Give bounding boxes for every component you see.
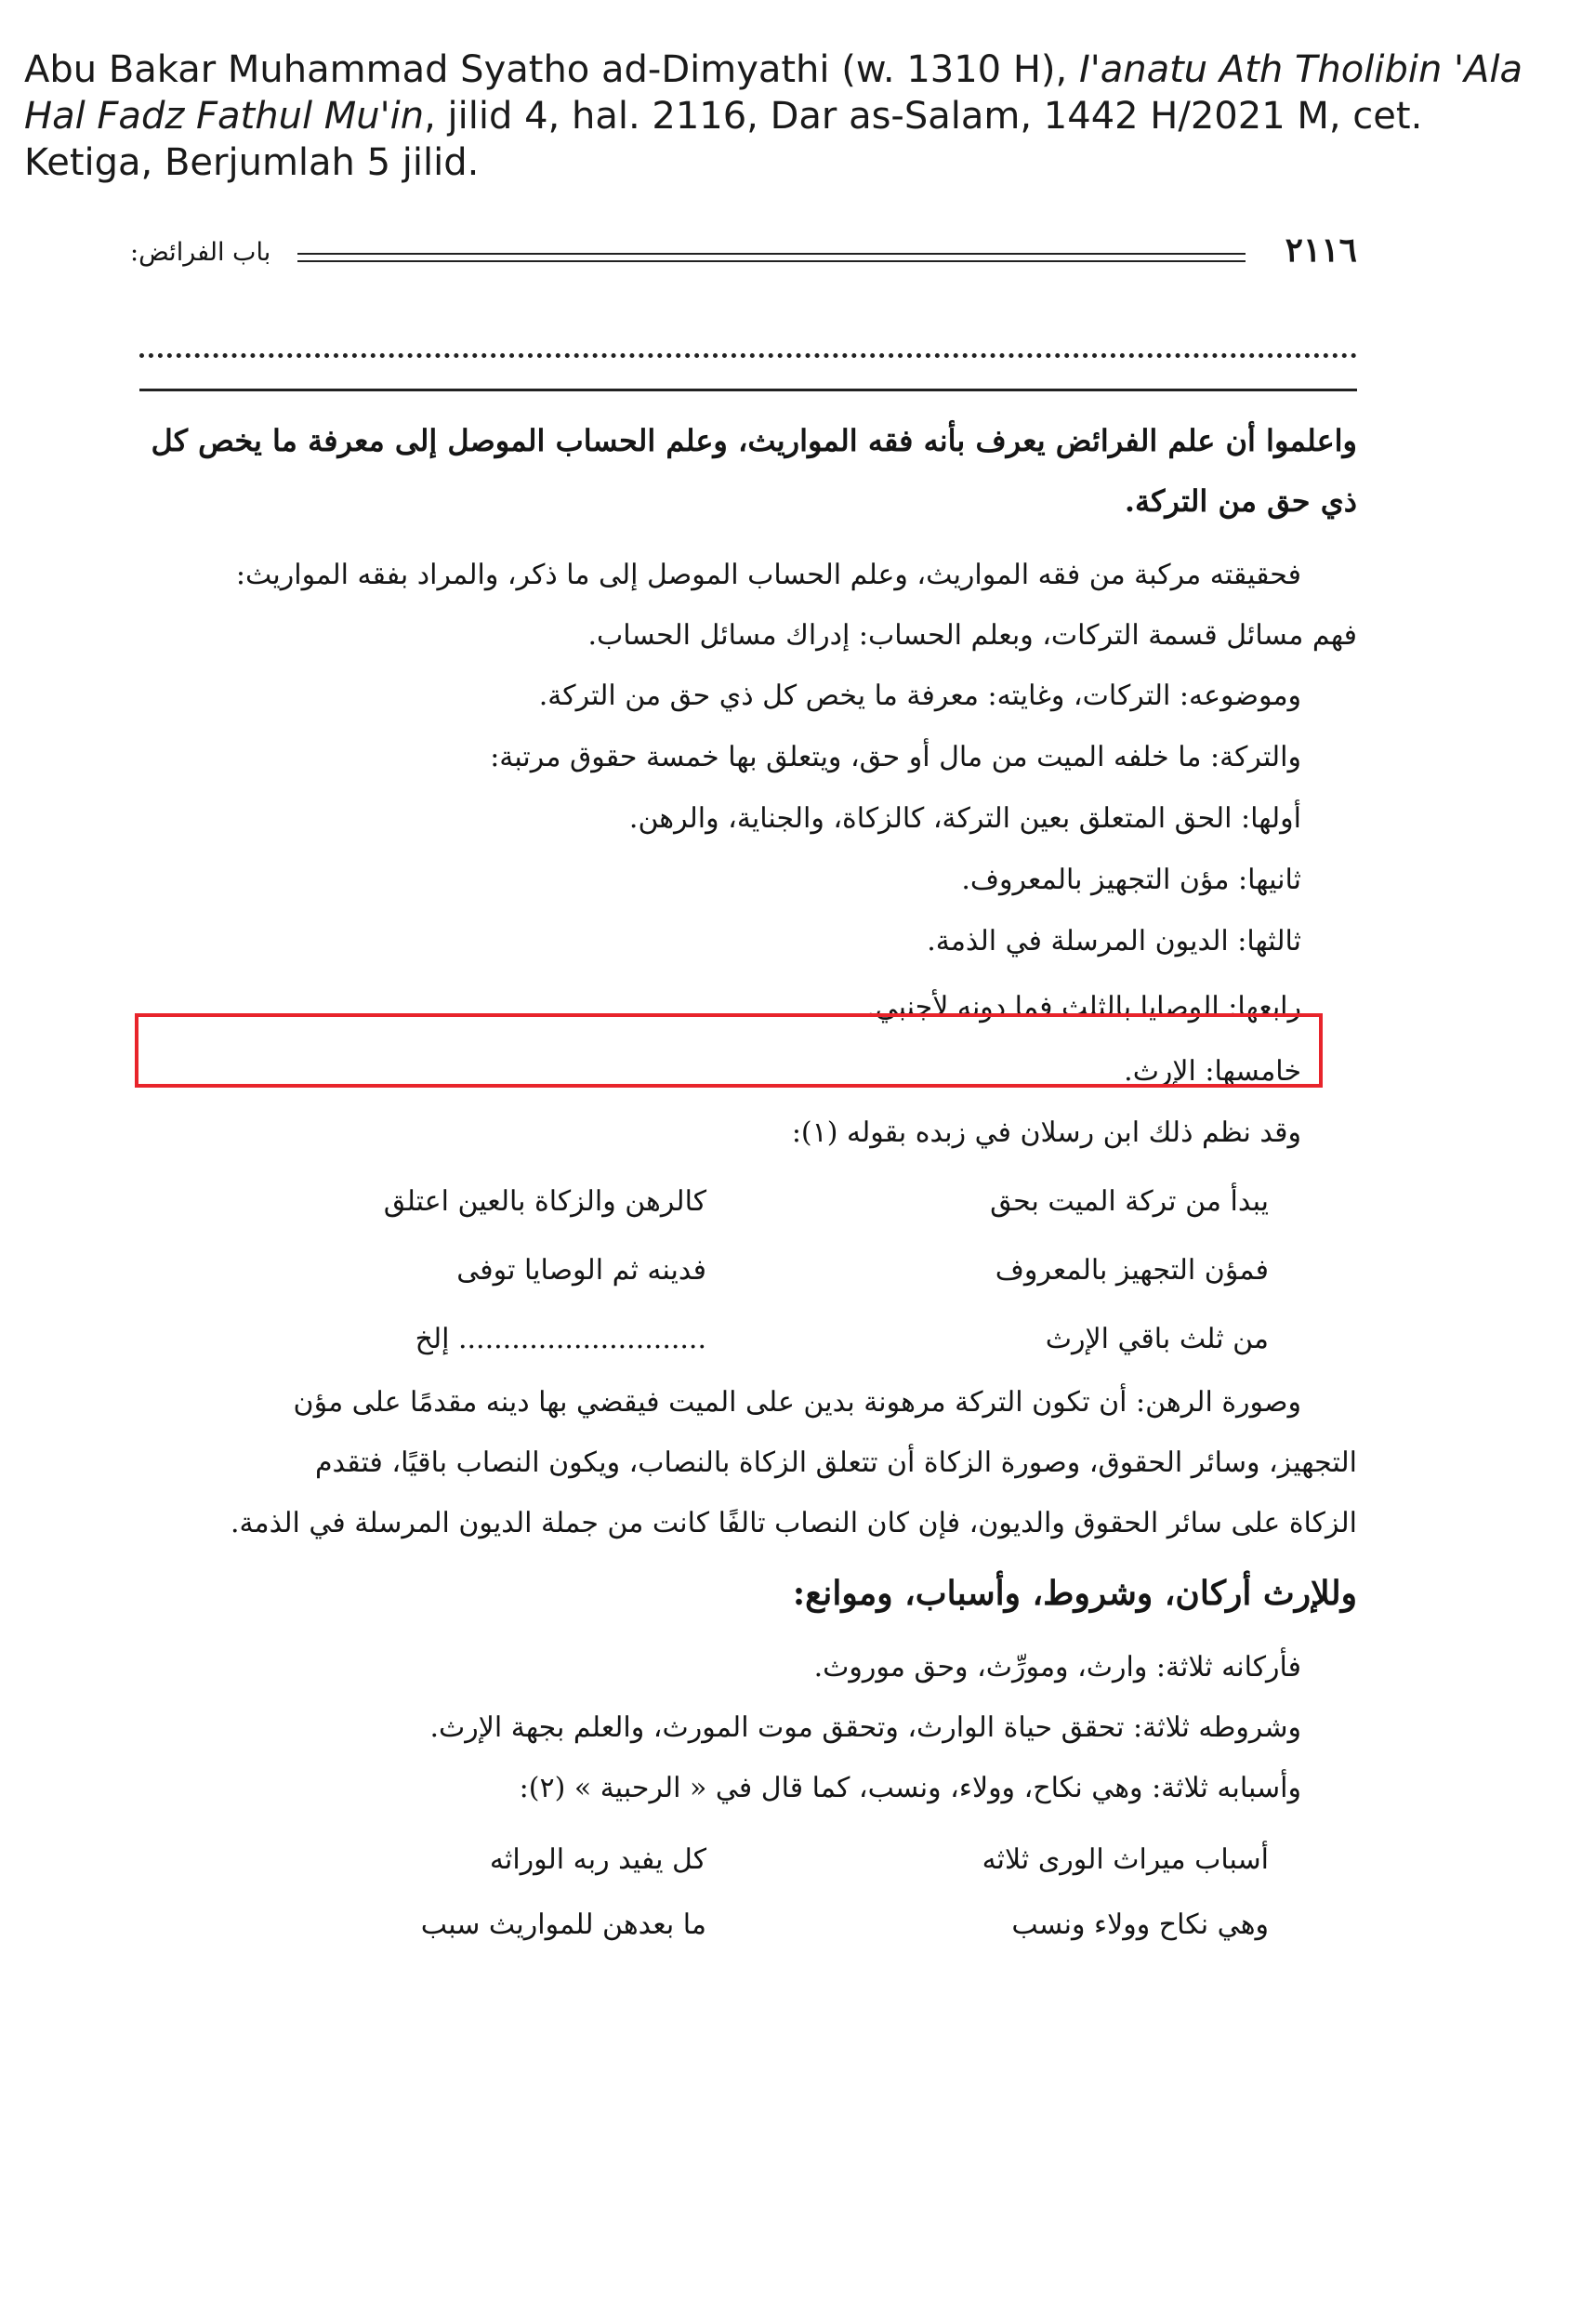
header-rule (297, 253, 1246, 255)
text-line: فحقيقته مركبة من فقه المواريث، وعلم الحساب الموصل إلى ما ذكر، والمراد بفقه المواريث: (235, 559, 1301, 591)
verse-line (130, 1240, 1357, 1301)
dotted-separator (139, 353, 1357, 358)
text-line: خامسها: الإرث. (1124, 1055, 1301, 1088)
verse-hemistich: أسباب ميراث الورى ثلاثه (982, 1843, 1269, 1876)
verse-hemistich: ............................ إلخ (415, 1323, 706, 1355)
verse-hemistich: وهي نكاح وولاء ونسب (1011, 1908, 1269, 1941)
text-line: فهم مسائل قسمة التركات، وبعلم الحساب: إدراك مسائل الحساب. (587, 619, 1357, 652)
text-line: وقد نظم ذلك ابن رسلان في زبده بقوله (١): (791, 1116, 1301, 1149)
verse-line (130, 1829, 1357, 1891)
text-line: ثالثها: الديون المرسلة في الذمة. (927, 925, 1301, 957)
verse-line (130, 1309, 1357, 1370)
verse-hemistich: فمؤن التجهيز بالمعروف (995, 1254, 1269, 1287)
text-line: وأسبابه ثلاثة: وهي نكاح، وولاء، ونسب، كما قال في « الرحبية » (٢): (519, 1772, 1301, 1804)
verse-hemistich: كل يفيد ربه الوراثه (489, 1843, 706, 1876)
scanned-book-page (130, 221, 1357, 2080)
text-line: وشروطه ثلاثة: تحقق حياة الوارث، وتحقق موت المورث، والعلم بجهة الإرث. (429, 1711, 1301, 1744)
highlight-box (135, 1013, 1323, 1088)
section-heading: وللإرث أركان، وشروط، وأسباب، وموانع: (792, 1574, 1357, 1613)
chapter-title: باب الفرائض: (130, 238, 271, 267)
verse-hemistich: من ثلث باقي الإرث (1045, 1323, 1269, 1355)
text-line: والتركة: ما خلفه الميت من مال أو حق، ويتعلق بها خمسة حقوق مرتبة: (490, 741, 1301, 773)
page-number: ٢١١٦ (1285, 231, 1357, 270)
verse-line (130, 1895, 1357, 1956)
citation-book-title: I'anatu Ath Tholibin 'Ala Hal Fadz Fathul Mu'in (24, 48, 1523, 138)
text-line: وصورة الرهن: أن تكون التركة مرهونة بدين على الميت فيقضي بها دينه مقدمًا على مؤن (293, 1386, 1301, 1419)
text-line: فأركانه ثلاثة: وارث، ومورِّث، وحق موروث. (813, 1651, 1301, 1684)
text-line: التجهيز، وسائر الحقوق، وصورة الزكاة أن تتعلق الزكاة بالنصاب، ويكون النصاب باقيًا، فتقدم (314, 1446, 1357, 1479)
text-line: واعلموا أن علم الفرائض يعرف بأنه فقه المواريث، وعلم الحساب الموصل إلى معرفة ما يخص كل (151, 423, 1357, 458)
verse-hemistich: ما بعدهن للمواريث سبب (420, 1908, 706, 1941)
verse-line (130, 1171, 1357, 1233)
verse-hemistich: فدينه ثم الوصايا توفى (456, 1254, 706, 1287)
running-head (130, 232, 1357, 279)
text-line: ذي حق من التركة. (1124, 483, 1357, 519)
text-line: وموضوعه: التركات، وغايته: معرفة ما يخص كل ذي حق من التركة. (538, 680, 1301, 712)
text-line: أولها: الحق المتعلق بعين التركة، كالزكاة، والجناية، والرهن. (628, 802, 1301, 835)
citation-text (24, 46, 1558, 186)
verse-hemistich: يبدأ من تركة الميت بحق (990, 1185, 1269, 1218)
citation-author: Abu Bakar Muhammad Syatho ad-Dimyathi (w. 1310 H), (24, 48, 1079, 91)
citation-details: , jilid 4, hal. 2116, Dar as-Salam, 1442 H/2021 M, cet. Ketiga, Berjumlah 5 jilid. (24, 95, 1423, 184)
header-rule (297, 260, 1246, 262)
text-line: الزكاة على سائر الحقوق والديون، فإن كان النصاب تالفًا كانت من جملة الديون المرسلة في الذمة. (230, 1507, 1357, 1539)
text-line: ثانيها: مؤن التجهيز بالمعروف. (961, 864, 1301, 896)
highlighted-text-line: رابعها: الوصايا بالثلث فما دونه لأجنبي. (866, 991, 1301, 1023)
verse-hemistich: كالرهن والزكاة بالعين اعتلق (383, 1185, 706, 1218)
section-rule (139, 389, 1357, 391)
